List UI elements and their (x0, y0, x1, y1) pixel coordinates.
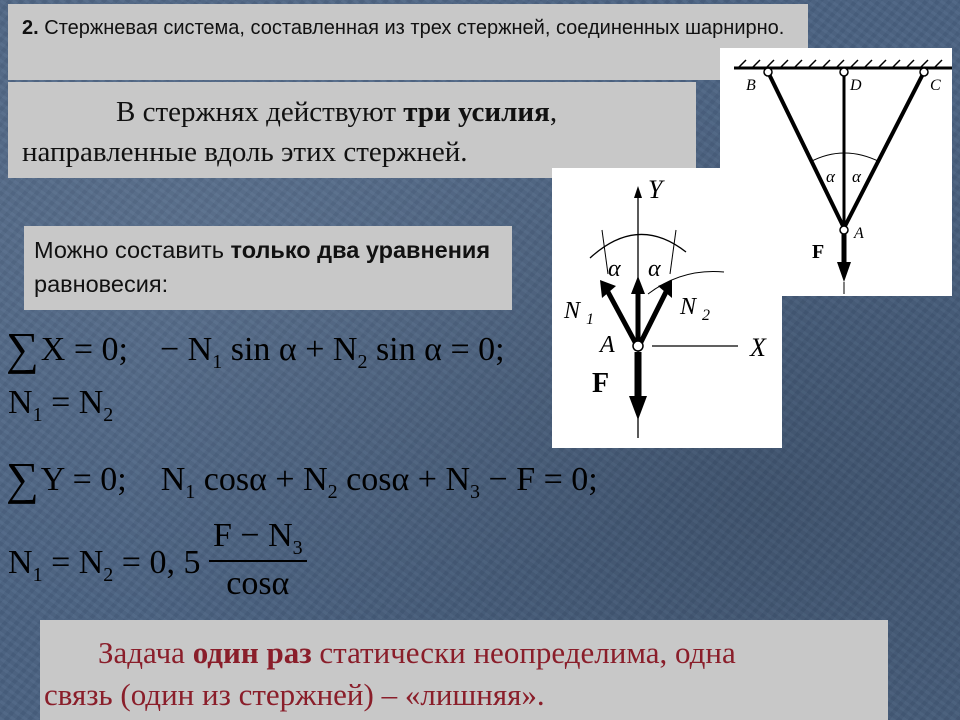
force-label: F (812, 241, 825, 263)
fraction-denominator: cosα (226, 565, 290, 602)
label-y: Y (648, 175, 663, 204)
formula-n1-n2-result (8, 517, 307, 610)
label-n2-sub: 2 (702, 307, 710, 324)
formula-sum-y-b: cosα + N (195, 461, 328, 498)
label-d: D (850, 77, 862, 94)
formula-sum-y-d: − F = 0; (480, 461, 598, 498)
hinge-d (840, 68, 848, 76)
problem-line2: связь (один из стержней) – «лишняя». (44, 677, 545, 712)
formula-sum-x-sub1: 1 (212, 351, 223, 373)
sigma-symbol-2: ∑ (6, 453, 39, 504)
formula-sum-y-lhs: Y = 0; (40, 461, 127, 498)
equations-note-part1: Можно составить (34, 237, 231, 263)
formula-sum-x-rhs-c: sin α = 0; (367, 331, 505, 368)
title-text: Стержневая система, составленная из трех стержней, соединенных шарнирно. (38, 17, 785, 39)
label-n2: N (680, 294, 697, 320)
label-a: A (600, 332, 615, 358)
node-a (633, 341, 643, 351)
formula-result-sub1: 1 (32, 563, 43, 586)
forces-note-part2: , (549, 96, 558, 128)
force-label: F (592, 368, 610, 399)
forces-note-line1 (22, 92, 684, 132)
formula-n1-eq-n2-sub1: 1 (32, 404, 43, 426)
formula-sum-y-a: N (160, 461, 186, 498)
formula-result-a: N (8, 543, 33, 581)
title-box (8, 4, 808, 80)
formula-result-b: = N (42, 543, 104, 581)
formula-sum-y-sub3: 3 (470, 481, 481, 503)
formula-sum-x-rhs-a: − N (159, 331, 213, 368)
problem-bold: один раз (192, 635, 312, 670)
formula-sum-x-rhs-b: sin α + N (222, 331, 358, 368)
formula-result-sub2: 2 (103, 563, 114, 586)
label-a: A (854, 225, 864, 242)
formula-sum-y-sub1: 1 (185, 481, 196, 503)
alpha-left: α (826, 167, 835, 186)
label-x: X (750, 333, 766, 362)
alpha-left: α (608, 256, 621, 282)
rod-ca (844, 72, 924, 228)
problem-box (40, 620, 888, 720)
formula-sum-y (6, 448, 598, 504)
title-number: 2. (22, 17, 39, 39)
label-n1-sub: 1 (586, 311, 594, 328)
formula-sum-y-sub2: 2 (327, 481, 338, 503)
sigma-symbol: ∑ (6, 323, 39, 374)
label-c: C (930, 77, 941, 94)
problem-part2: статически неопределима, одна (311, 635, 736, 670)
fraction-numerator (209, 516, 307, 562)
alpha-right: α (852, 167, 861, 186)
force-diagram (552, 168, 782, 448)
forces-note-line2: направленные вдоль этих стержней. (22, 136, 468, 168)
forces-note-part1: В стержнях действуют (116, 96, 404, 128)
force-diagram-svg (552, 168, 782, 448)
formula-sum-x-lhs: X = 0; (40, 331, 128, 368)
problem-part1: Задача (98, 635, 193, 670)
fraction-numerator-sub: 3 (292, 537, 303, 559)
formula-n1-eq-n2-sub2: 2 (103, 404, 114, 426)
formula-n1-eq-n2-b: = N (42, 384, 104, 421)
fraction (209, 516, 307, 606)
formula-sum-x-sub2: 2 (357, 351, 368, 373)
hinge-a (840, 226, 848, 234)
formula-result-c: = 0, 5 (113, 543, 201, 581)
problem-line1 (98, 632, 874, 674)
forces-note-bold: три усилия (403, 96, 550, 128)
formula-n1-eq-n2 (8, 384, 114, 426)
n2-arrow (640, 292, 666, 344)
hinge-b (764, 68, 772, 76)
alpha-right: α (648, 256, 661, 282)
equations-note-box (24, 226, 512, 310)
equations-note-bold: только два уравнения (230, 237, 491, 263)
fraction-numerator-text: F − N (212, 517, 293, 554)
equations-note-part2: равновесия: (34, 271, 169, 297)
formula-sum-x (6, 318, 505, 374)
hinge-c (920, 68, 928, 76)
label-n1: N (564, 298, 581, 324)
forces-note-box (8, 82, 696, 178)
formula-sum-y-c: cosα + N (337, 461, 471, 498)
label-b: B (746, 77, 756, 94)
formula-n1-eq-n2-a: N (8, 384, 33, 421)
